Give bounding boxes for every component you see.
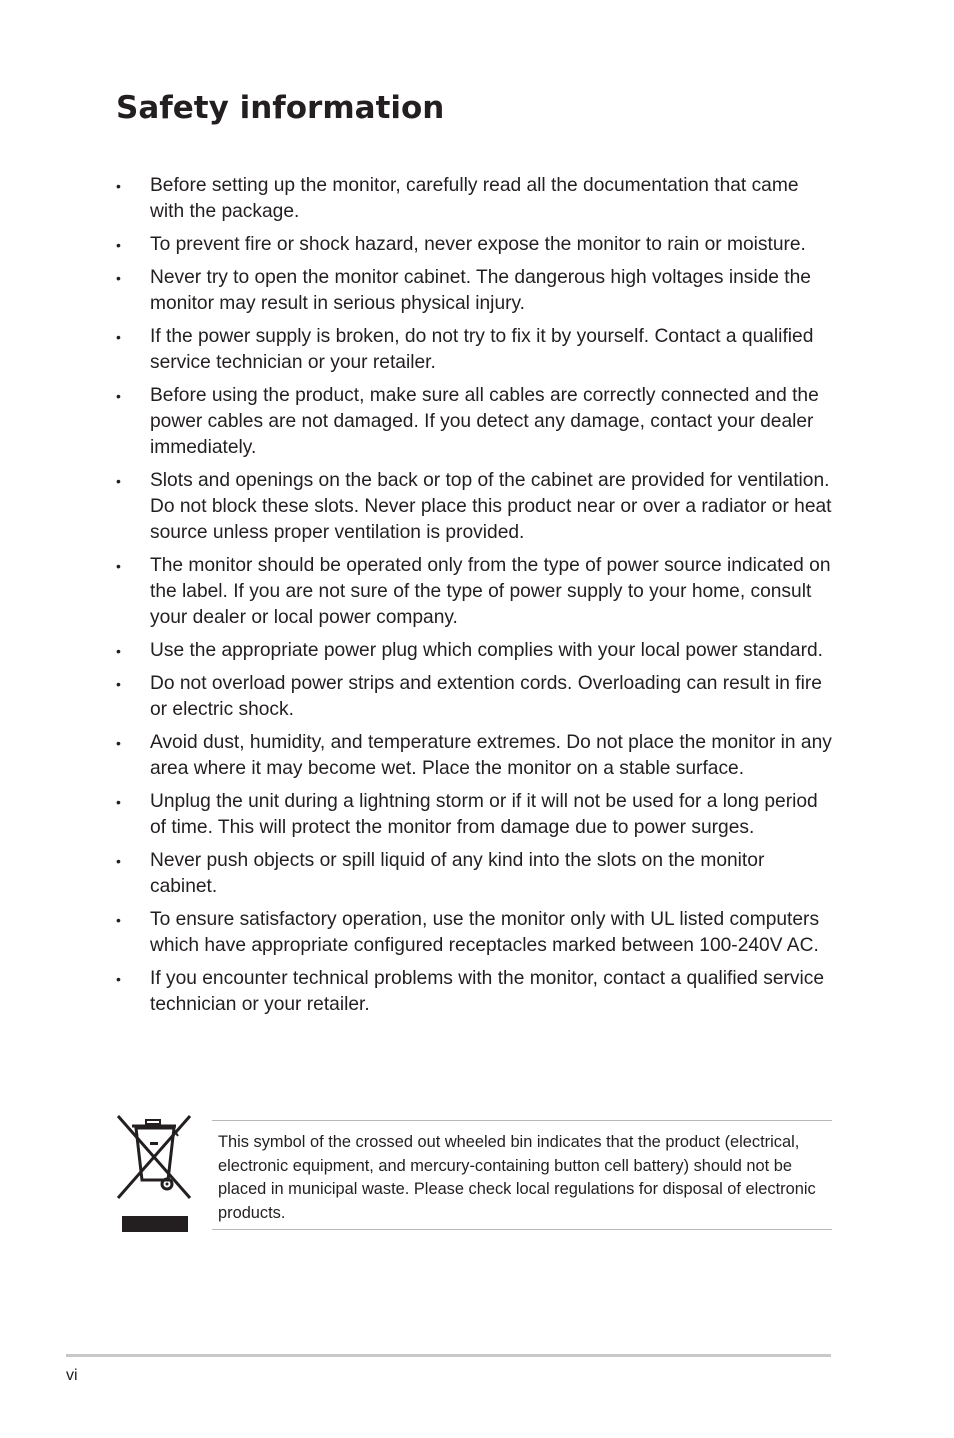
list-item-text: Never try to open the monitor cabinet. The dangerous high voltages inside the monitor may result in serious physical injury. [150, 267, 811, 314]
weee-notice-text: This symbol of the crossed out wheeled bin indicates that the product (electrical, electronic equipment, and mercury-containing button cell battery) should not be placed in municipal waste. Please check local regulations for disposal of electronic products. [218, 1133, 816, 1222]
page-number: vi [66, 1367, 78, 1384]
list-item-text: To ensure satisfactory operation, use the monitor only with UL listed computers which have appropriate configured receptacles marked between 100-240V AC. [150, 909, 820, 956]
list-item-text: Use the appropriate power plug which complies with your local power standard. [150, 640, 823, 661]
list-item-text: Do not overload power strips and extention cords. Overloading can result in fire or electric shock. [150, 673, 822, 720]
list-item [116, 324, 836, 376]
bullet-icon: • [116, 912, 121, 928]
list-item-text: The monitor should be operated only from the type of power source indicated on the label. If you are not sure of the type of power supply to your home, consult your dealer or local power company. [150, 555, 831, 628]
weee-notice-frame [212, 1120, 832, 1230]
list-item-text: If the power supply is broken, do not try to fix it by yourself. Contact a qualified service technician or your retailer. [150, 326, 814, 373]
list-item [116, 907, 836, 959]
safety-bullet-list [116, 173, 836, 1025]
bullet-icon: • [116, 853, 121, 869]
list-item [116, 789, 836, 841]
list-item [116, 730, 836, 782]
bullet-icon: • [116, 794, 121, 810]
list-item-text: To prevent fire or shock hazard, never expose the monitor to rain or moisture. [150, 234, 806, 255]
list-item-text: Slots and openings on the back or top of the cabinet are provided for ventilation. Do not block these slots. Never place this product near or over a radiator or heat source unless proper ventilation is provided. [150, 470, 832, 543]
bullet-icon: • [116, 643, 121, 659]
weee-notice-box [116, 1114, 834, 1238]
list-item [116, 848, 836, 900]
list-item [116, 966, 836, 1018]
list-item [116, 383, 836, 461]
bullet-icon: • [116, 473, 121, 489]
list-item [116, 468, 836, 546]
list-item [116, 638, 836, 664]
list-item [116, 671, 836, 723]
bullet-icon: • [116, 178, 121, 194]
bullet-icon: • [116, 735, 121, 751]
list-item-text: If you encounter technical problems with the monitor, contact a qualified service technician or your retailer. [150, 968, 825, 1015]
list-item-text: Never push objects or spill liquid of any kind into the slots on the monitor cabinet. [150, 850, 765, 897]
bullet-icon: • [116, 971, 121, 987]
bullet-icon: • [116, 676, 121, 692]
footer-divider [66, 1354, 831, 1357]
list-item [116, 173, 836, 225]
list-item-text: Avoid dust, humidity, and temperature extremes. Do not place the monitor in any area where it may become wet. Place the monitor on a stable surface. [150, 732, 832, 779]
list-item-text: Unplug the unit during a lightning storm or if it will not be used for a long period of time. This will protect the monitor from damage due to power surges. [150, 791, 818, 838]
bullet-icon: • [116, 329, 121, 345]
list-item [116, 265, 836, 317]
bullet-icon: • [116, 558, 121, 574]
bullet-icon: • [116, 388, 121, 404]
bullet-icon: • [116, 270, 121, 286]
bullet-icon: • [116, 237, 121, 253]
crossed-out-wheeled-bin-icon [116, 1114, 192, 1234]
list-item-text: Before setting up the monitor, carefully read all the documentation that came with the package. [150, 175, 799, 222]
page-title: Safety information [116, 90, 445, 126]
list-item [116, 232, 836, 258]
list-item [116, 553, 836, 631]
list-item-text: Before using the product, make sure all cables are correctly connected and the power cables are not damaged. If you detect any damage, contact your dealer immediately. [150, 385, 819, 458]
